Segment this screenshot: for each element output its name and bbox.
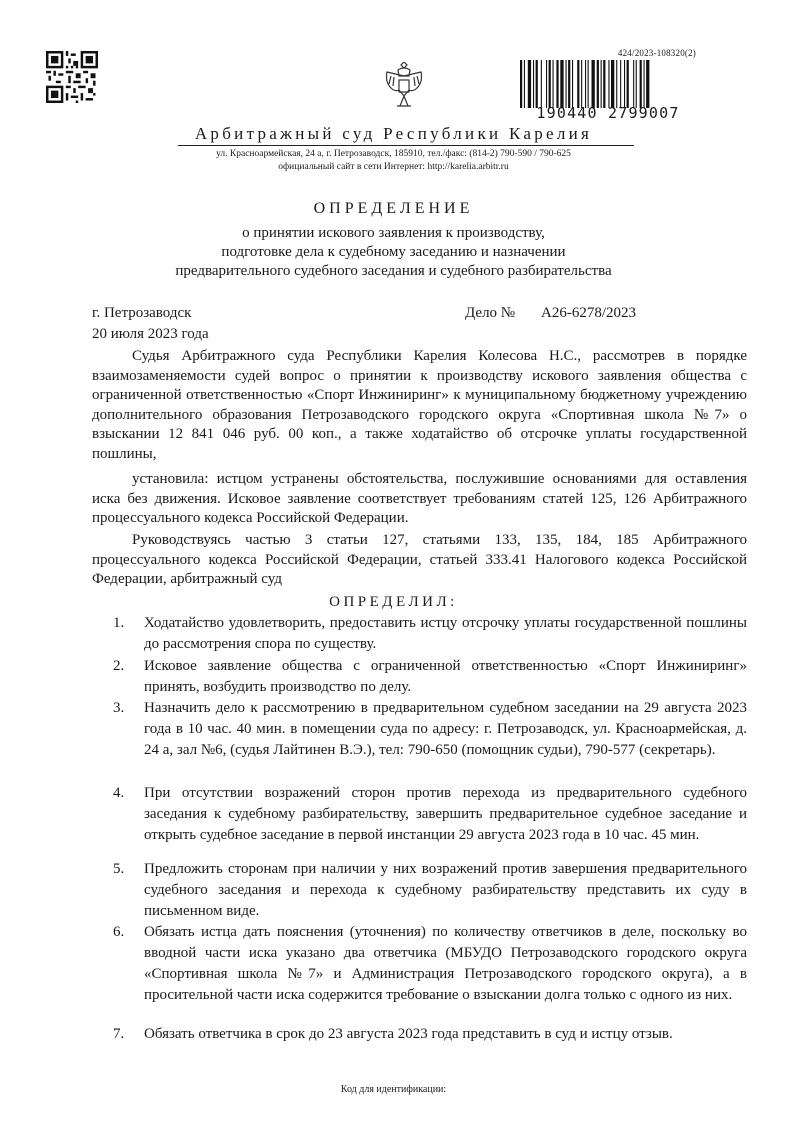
ruling-item: [92, 922, 747, 1006]
qr-code: [46, 51, 98, 103]
document-subtitle: [0, 224, 787, 281]
item-text: Обязать истца дать пояснения (уточнения) по количеству ответчиков в деле, поскольку во вводной части иска указано два ответчика (МБУДО Петрозаводского городского округа «Спортивная школа №7» и Администрация Петрозаводского городского округа), а в просительной части иска содержится требование о взыскании долга только с одного из них.: [144, 924, 747, 1003]
item-number: 4.: [113, 785, 125, 801]
item-number: 6.: [113, 924, 125, 940]
subtitle-line: подготовке дела к судебному заседанию и назначении: [221, 244, 566, 260]
barcode-top-number: 424/2023-108320(2): [617, 48, 696, 58]
court-name: Арбитражный суд Республики Карелия: [194, 124, 593, 143]
document-date: 20 июля 2023 года: [92, 326, 209, 342]
grounds-paragraph: Руководствуясь частью 3 статьи 127, статьями 133, 135, 184, 185 Арбитражного процессуального кодекса Российской Федерации, статьей 333.41 Налогового кодекса Российской Федерации, арбитражный суд: [92, 532, 747, 587]
court-address: ул. Красноармейская, 24 а, г. Петрозаводск, 185910, тел./факс: (814-2) 790-590 / 790-625: [216, 149, 571, 159]
item-number: 3.: [113, 700, 125, 716]
findings-paragraph: установила: истцом устранены обстоятельства, послужившие основаниями для оставления иска без движения. Исковое заявление соответствует требованиям статей 125, 126 Арбитражного процессуального кодекса Российской Федерации.: [92, 471, 747, 526]
subtitle-line: о принятии искового заявления к производству,: [242, 225, 545, 241]
item-text: Исковое заявление общества с ограниченной ответственностью «Спорт Инжиниринг» принять, возбудить производство по делу.: [144, 658, 747, 695]
identification-code-label: Код для идентификации:: [340, 1084, 447, 1095]
item-text: При отсутствии возражений сторон против перехода из предварительного судебного заседания к судебному разбирательству, завершить предварительное судебное заседание и открыть судебное заседание в первой инстанции 29 августа 2023 года в 10 час. 45 мин.: [144, 785, 747, 843]
ruling-heading: ОПРЕДЕЛИЛ:: [329, 594, 458, 610]
ruling-item: [92, 613, 747, 655]
case-label: Дело №: [465, 305, 516, 321]
document-title: ОПРЕДЕЛЕНИЕ: [313, 200, 474, 217]
city: г. Петрозаводск: [92, 305, 192, 321]
court-website: официальный сайт в сети Интернет: http://karelia.arbitr.ru: [278, 162, 509, 172]
ruling-item: [92, 656, 747, 698]
barcode-digits: 190440 2799007: [536, 104, 680, 122]
header-divider: [178, 145, 634, 146]
case-number: А26-6278/2023: [541, 305, 636, 321]
item-number: 1.: [113, 615, 125, 631]
ruling-item: [92, 698, 747, 761]
item-text: Предложить сторонам при наличии у них возражений против завершения предварительного судебного заседания и перехода к судебному разбирательству представить их суду в письменном виде.: [144, 861, 747, 919]
ruling-item: [92, 1024, 747, 1045]
subtitle-line: предварительного судебного заседания и судебного разбирательства: [175, 263, 612, 279]
barcode: [520, 48, 696, 122]
ruling-item: [92, 859, 747, 922]
item-text: Обязать ответчика в срок до 23 августа 2023 года представить в суд и истцу отзыв.: [144, 1026, 673, 1042]
barcode-bars: [520, 60, 696, 108]
intro-paragraph: Судья Арбитражного суда Республики Карелия Колесова Н.С., рассмотрев в порядке взаимозаменяемости судей вопрос о принятии к производству искового заявления общества с ограниченной ответственностью «Спорт Инжиниринг» к муниципальному бюджетному учреждению дополнительного образования Петрозаводского городского округа «Спортивная школа №7» о взыскании 12 841 046 руб. 00 коп., а также ходатайство об отсрочке уплаты государственной пошлины,: [92, 348, 747, 462]
item-number: 7.: [113, 1026, 125, 1042]
item-text: Ходатайство удовлетворить, предоставить истцу отсрочку уплаты государственной пошлины до рассмотрения спора по существу.: [144, 615, 747, 652]
coat-of-arms-emblem: [383, 62, 425, 112]
ruling-item: [92, 783, 747, 846]
item-number: 2.: [113, 658, 125, 674]
item-text: Назначить дело к рассмотрению в предварительном судебном заседании на 29 августа 2023 года в 10 час. 40 мин. в помещении суда по адресу: г. Петрозаводск, ул. Красноармейская, д. 24 а, зал №6, (судья Лайтинен В.Э.), тел: 790-650 (помощник судьи), 790-577 (секретарь).: [144, 700, 747, 758]
item-number: 5.: [113, 861, 125, 877]
